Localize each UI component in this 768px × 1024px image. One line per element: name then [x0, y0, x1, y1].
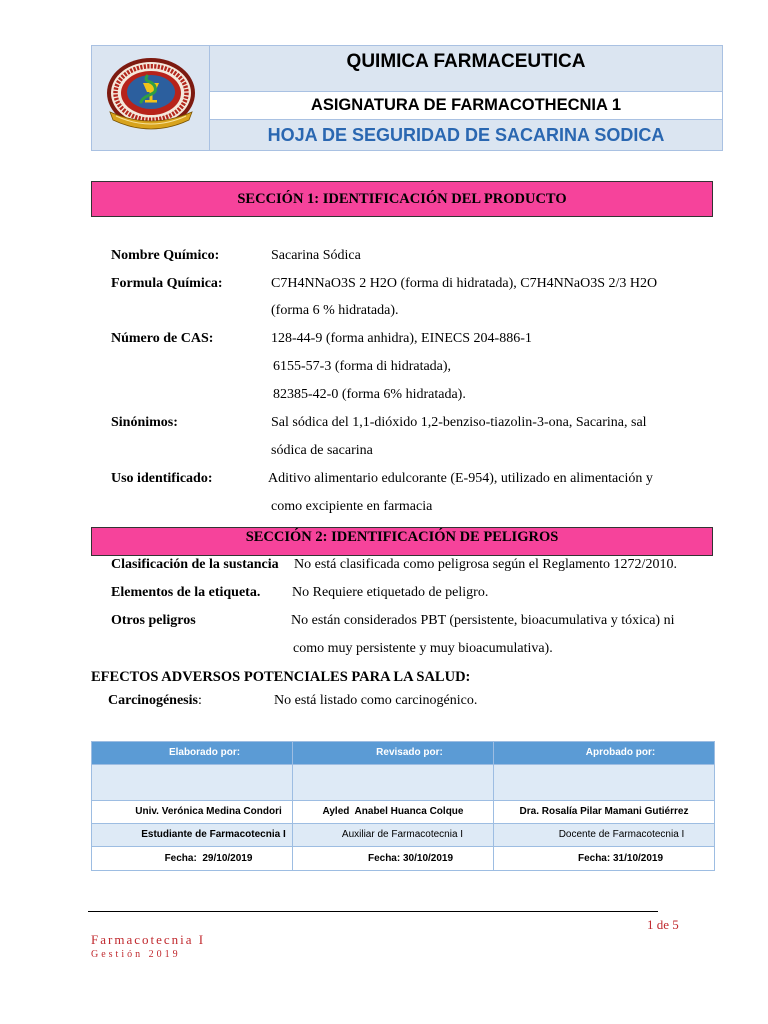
prepared-by-header: Elaborado por: [92, 742, 293, 765]
date-row [92, 847, 715, 871]
field-value-label-elements: No Requiere etiquetado de peligro. [292, 585, 489, 600]
section-2-heading: SECCIÓN 2: IDENTIFICACIÓN DE PELIGROS [91, 527, 713, 556]
role-row [92, 824, 715, 847]
field-label-chemical-name: Nombre Químico: [111, 248, 220, 263]
field-value-cas-number: 128-44-9 (forma anhidra), EINECS 204-886-1 [271, 331, 532, 346]
field-label-chemical-formula: Formula Química: [111, 276, 223, 291]
page-number: 1 de 5 [647, 917, 679, 932]
section-1-heading: SECCIÓN 1: IDENTIFICACIÓN DEL PRODUCTO [91, 181, 713, 217]
reviewed-by-header: Revisado por: [293, 742, 494, 765]
approval-table [91, 741, 715, 871]
logo-cell [92, 46, 210, 150]
field-value-other-hazards: como muy persistente y muy bioacumulativa). [293, 641, 553, 656]
prepared-by-role: Estudiante de Farmacotecnia I [92, 824, 293, 847]
approval-header-row [92, 742, 715, 765]
name-row [92, 801, 715, 824]
field-value-cas-number: 82385-42-0 (forma 6% hidratada). [273, 387, 466, 402]
carcinogenesis-label-text: Carcinogénesis [108, 693, 198, 708]
field-label-other-hazards: Otros peligros [111, 613, 196, 628]
field-value-chemical-name: Sacarina Sódica [271, 248, 361, 263]
field-label-label-elements: Elementos de la etiqueta. [111, 585, 261, 600]
field-value-identified-use: como excipiente en farmacia [271, 499, 433, 514]
field-value-other-hazards: No están considerados PBT (persistente, bioacumulativa y tóxica) ni [291, 613, 675, 628]
institution-title: QUIMICA FARMACEUTICA [210, 46, 722, 92]
document-title: HOJA DE SEGURIDAD DE SACARINA SODICA [267, 125, 665, 145]
field-label-classification: Clasificación de la sustancia [111, 557, 279, 572]
field-value-classification: No está clasificada como peligrosa según el Reglamento 1272/2010. [294, 557, 677, 572]
signature-cell-prepared [92, 765, 293, 801]
field-value-synonyms: Sal sódica del 1,1-dióxido 1,2-benziso-tiazolin-3-ona, Sacarina, sal [271, 415, 647, 430]
field-value-carcinogenesis: No está listado como carcinogénico. [274, 693, 478, 708]
reviewed-date: Fecha: 30/10/2019 [293, 847, 494, 871]
field-label-carcinogenesis [108, 693, 202, 709]
footer-course: Farmacotecnia I [91, 932, 206, 947]
reviewed-by-role: Auxiliar de Farmacotecnia I [293, 824, 494, 847]
field-value-identified-use: Aditivo alimentario edulcorante (E-954), utilizado en alimentación y [268, 471, 653, 486]
prepared-by-name: Univ. Verónica Medina Condori [92, 801, 293, 824]
approved-by-name: Dra. Rosalía Pilar Mamani Gutiérrez [494, 801, 715, 824]
field-label-identified-use: Uso identificado: [111, 471, 213, 486]
health-effects-heading: EFECTOS ADVERSOS POTENCIALES PARA LA SALUD: [91, 669, 471, 685]
approved-date: Fecha: 31/10/2019 [494, 847, 715, 871]
subject-title: ASIGNATURA DE FARMACOTHECNIA 1 [210, 92, 722, 120]
field-value-chemical-formula: C7H4NNaO3S 2 H2O (forma di hidratada), C7H4NNaO3S 2/3 H2O [271, 276, 658, 291]
faculty-seal-logo [92, 46, 210, 150]
signature-cell-reviewed [293, 765, 494, 801]
reviewed-by-name: Ayled Anabel Huanca Colque [293, 801, 494, 824]
field-label-synonyms: Sinónimos: [111, 415, 178, 430]
signature-row [92, 765, 715, 801]
field-value-chemical-formula: (forma 6 % hidratada). [271, 303, 399, 318]
approved-by-role: Docente de Farmacotecnia I [494, 824, 715, 847]
field-value-cas-number: 6155-57-3 (forma di hidratada), [273, 359, 452, 374]
approved-by-header: Aprobado por: [494, 742, 715, 765]
document-header [91, 45, 723, 151]
signature-cell-approved [494, 765, 715, 801]
prepared-date: Fecha: 29/10/2019 [92, 847, 293, 871]
footer-term: Gestión 2019 [91, 949, 181, 960]
field-label-cas-number: Número de CAS: [111, 331, 214, 346]
footer-divider [88, 911, 658, 912]
carcinogenesis-label-colon: : [197, 693, 202, 708]
field-value-synonyms: sódica de sacarina [271, 443, 373, 458]
